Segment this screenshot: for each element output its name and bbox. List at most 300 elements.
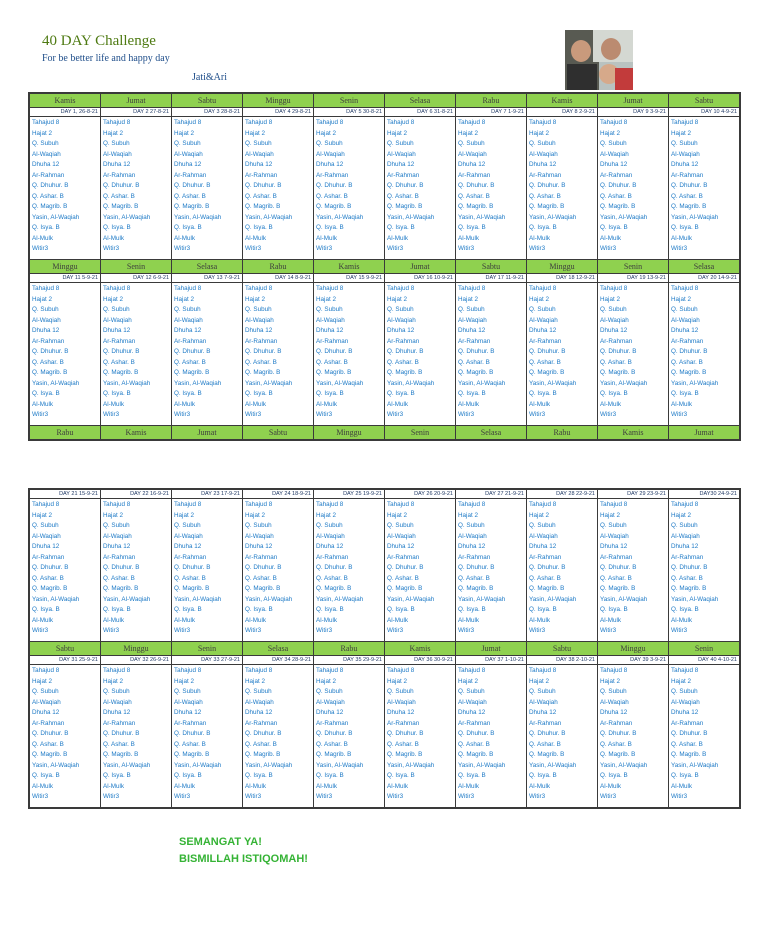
task-item: Ar-Rahman bbox=[174, 337, 207, 345]
day-name-cell: Senin bbox=[669, 642, 740, 656]
task-item: Q. Ashar. B bbox=[32, 358, 64, 366]
task-item: Q. Ashar. B bbox=[316, 574, 348, 582]
task-item: Q. Ashar. B bbox=[174, 358, 206, 366]
task-item: Dhuha 12 bbox=[458, 327, 486, 334]
task-item: Q. Dhuhur. B bbox=[103, 564, 140, 571]
task-item: Al-Mulk bbox=[103, 400, 124, 408]
task-item: Q. Subuh bbox=[671, 688, 698, 695]
task-item: Q. Magrib. B bbox=[103, 585, 139, 592]
task-row bbox=[30, 499, 740, 642]
task-item: Q. Magrib. B bbox=[600, 203, 636, 210]
task-item: Al-Waqiah bbox=[174, 698, 203, 706]
day-name-row bbox=[30, 260, 740, 274]
task-item: Q. Magrib. B bbox=[671, 751, 707, 758]
task-item: Q. Isya. B bbox=[387, 224, 415, 231]
task-item: Tahajud 8 bbox=[600, 667, 628, 674]
task-item: Dhuha 12 bbox=[316, 161, 344, 168]
task-item: Q. Isya. B bbox=[103, 606, 131, 613]
task-item: Q. Ashar. B bbox=[174, 574, 206, 582]
day-name-cell: Selasa bbox=[456, 426, 527, 440]
task-item: Q. Subuh bbox=[671, 140, 698, 147]
task-item: Q. Dhuhur. B bbox=[529, 348, 566, 355]
task-item: Al-Mulk bbox=[174, 400, 195, 408]
task-item: Dhuha 12 bbox=[600, 709, 628, 716]
task-item: Tahajud 8 bbox=[671, 501, 699, 508]
task-item: Q. Dhuhur. B bbox=[174, 564, 211, 571]
page-title: 40 DAY Challenge bbox=[42, 33, 156, 49]
task-item: Yasin, Al-Waqiah bbox=[103, 213, 151, 221]
task-item: Q. Magrib. B bbox=[600, 369, 636, 376]
task-item: Hajat 2 bbox=[245, 677, 265, 685]
task-item: Al-Waqiah bbox=[103, 532, 132, 540]
task-item: Al-Mulk bbox=[103, 234, 124, 242]
task-item: Ar-Rahman bbox=[174, 171, 207, 179]
task-item: Witir3 bbox=[387, 411, 404, 418]
task-item: Q. Ashar. B bbox=[529, 574, 561, 582]
task-item: Witir3 bbox=[316, 411, 333, 418]
task-item: Q. Ashar. B bbox=[671, 358, 703, 366]
task-item: Al-Waqiah bbox=[458, 316, 487, 324]
task-item: Yasin, Al-Waqiah bbox=[600, 761, 648, 769]
task-item: Q. Dhuhur. B bbox=[387, 730, 424, 737]
task-item: Q. Isya. B bbox=[174, 390, 202, 397]
task-item: Yasin, Al-Waqiah bbox=[316, 379, 364, 387]
task-item: Hajat 2 bbox=[174, 295, 194, 303]
task-item: Q. Ashar. B bbox=[32, 574, 64, 582]
task-item: Q. Magrib. B bbox=[387, 203, 423, 210]
day-label-row bbox=[30, 490, 740, 499]
task-item: Q. Magrib. B bbox=[316, 751, 352, 758]
task-item: Dhuha 12 bbox=[600, 327, 628, 334]
task-item: Q. Isya. B bbox=[529, 606, 557, 613]
day-label-cell: DAY 8 2-9-21 bbox=[527, 108, 598, 117]
page-subtitle: For be better life and happy day bbox=[42, 53, 170, 64]
task-item: Q. Dhuhur. B bbox=[458, 182, 495, 189]
day-name-cell: Senin bbox=[101, 260, 172, 274]
task-item: Q. Ashar. B bbox=[600, 574, 632, 582]
task-item: Ar-Rahman bbox=[671, 171, 704, 179]
task-item: Q. Magrib. B bbox=[529, 585, 565, 592]
task-item: Dhuha 12 bbox=[245, 709, 273, 716]
day-task-cell bbox=[456, 283, 527, 426]
photo-face bbox=[601, 38, 621, 60]
day-label-cell: DAY 40 4-10-21 bbox=[669, 656, 740, 665]
task-item: Ar-Rahman bbox=[387, 553, 420, 561]
task-item: Q. Magrib. B bbox=[174, 203, 210, 210]
day-task-cell bbox=[101, 283, 172, 426]
task-item: Q. Subuh bbox=[458, 688, 485, 695]
task-item: Yasin, Al-Waqiah bbox=[458, 595, 506, 603]
task-item: Q. Magrib. B bbox=[458, 369, 494, 376]
task-item: Q. Ashar. B bbox=[32, 740, 64, 748]
day-task-cell bbox=[101, 499, 172, 642]
task-item: Al-Waqiah bbox=[387, 532, 416, 540]
task-item: Q. Magrib. B bbox=[32, 751, 68, 758]
day-label-cell: DAY 17 11-9-21 bbox=[456, 274, 527, 283]
day-name-cell: Rabu bbox=[314, 642, 385, 656]
task-item: Hajat 2 bbox=[671, 129, 691, 137]
task-item: Q. Isya. B bbox=[671, 224, 699, 231]
task-item: Dhuha 12 bbox=[245, 543, 273, 550]
task-item: Q. Dhuhur. B bbox=[245, 348, 282, 355]
day-task-cell bbox=[669, 283, 740, 426]
task-item: Tahajud 8 bbox=[529, 501, 557, 508]
day-name-cell: Sabtu bbox=[243, 426, 314, 440]
task-item: Q. Subuh bbox=[103, 306, 130, 313]
task-item: Q. Isya. B bbox=[32, 606, 60, 613]
day-task-cell bbox=[172, 283, 243, 426]
task-item: Q. Subuh bbox=[529, 688, 556, 695]
task-item: Al-Waqiah bbox=[32, 316, 61, 324]
task-item: Q. Dhuhur. B bbox=[529, 730, 566, 737]
day-label-cell: DAY 27 21-9-21 bbox=[456, 490, 527, 499]
task-item: Al-Mulk bbox=[600, 400, 621, 408]
task-item: Al-Waqiah bbox=[529, 150, 558, 158]
task-item: Dhuha 12 bbox=[174, 161, 202, 168]
task-item: Yasin, Al-Waqiah bbox=[245, 595, 293, 603]
task-item: Q. Dhuhur. B bbox=[32, 564, 69, 571]
task-item: Hajat 2 bbox=[245, 295, 265, 303]
task-item: Al-Mulk bbox=[529, 782, 550, 790]
task-item: Q. Ashar. B bbox=[529, 740, 561, 748]
task-item: Al-Mulk bbox=[316, 400, 337, 408]
day-label-cell: DAY 14 8-9-21 bbox=[243, 274, 314, 283]
task-item: Al-Waqiah bbox=[671, 316, 700, 324]
task-item: Al-Mulk bbox=[103, 782, 124, 790]
task-item: Q. Subuh bbox=[103, 688, 130, 695]
task-item: Dhuha 12 bbox=[600, 161, 628, 168]
task-item: Ar-Rahman bbox=[529, 337, 562, 345]
task-item: Q. Ashar. B bbox=[387, 740, 419, 748]
task-item: Ar-Rahman bbox=[671, 719, 704, 727]
task-item: Q. Dhuhur. B bbox=[671, 182, 708, 189]
task-item: Al-Mulk bbox=[671, 616, 692, 624]
task-item: Q. Isya. B bbox=[600, 390, 628, 397]
day-name-cell: Minggu bbox=[314, 426, 385, 440]
day-task-cell bbox=[314, 117, 385, 260]
task-item: Dhuha 12 bbox=[316, 709, 344, 716]
task-item: Q. Dhuhur. B bbox=[32, 730, 69, 737]
day-name-cell: Rabu bbox=[243, 260, 314, 274]
task-item: Hajat 2 bbox=[174, 129, 194, 137]
day-task-cell bbox=[101, 665, 172, 808]
task-item: Al-Waqiah bbox=[387, 698, 416, 706]
task-item: Q. Magrib. B bbox=[245, 203, 281, 210]
task-item: Q. Magrib. B bbox=[600, 751, 636, 758]
day-label-cell: DAY 6 31-8-21 bbox=[385, 108, 456, 117]
task-item: Yasin, Al-Waqiah bbox=[174, 213, 222, 221]
task-item: Q. Isya. B bbox=[458, 606, 486, 613]
task-item: Yasin, Al-Waqiah bbox=[458, 761, 506, 769]
task-item: Dhuha 12 bbox=[671, 327, 699, 334]
task-item: Q. Magrib. B bbox=[387, 369, 423, 376]
task-item: Yasin, Al-Waqiah bbox=[245, 379, 293, 387]
task-item: Yasin, Al-Waqiah bbox=[174, 379, 222, 387]
task-item: Q. Subuh bbox=[245, 522, 272, 529]
day-label-cell: DAY 19 13-9-21 bbox=[598, 274, 669, 283]
task-item: Hajat 2 bbox=[316, 677, 336, 685]
task-item: Yasin, Al-Waqiah bbox=[458, 213, 506, 221]
task-item: Hajat 2 bbox=[458, 295, 478, 303]
task-item: Ar-Rahman bbox=[316, 719, 349, 727]
day-name-cell: Rabu bbox=[456, 94, 527, 108]
task-item: Q. Dhuhur. B bbox=[316, 348, 353, 355]
task-item: Tahajud 8 bbox=[103, 667, 131, 674]
task-item: Tahajud 8 bbox=[671, 119, 699, 126]
task-item: Witir3 bbox=[316, 793, 333, 800]
task-item: Q. Dhuhur. B bbox=[387, 564, 424, 571]
task-item: Q. Isya. B bbox=[174, 772, 202, 779]
task-item: Al-Waqiah bbox=[174, 150, 203, 158]
task-item: Q. Dhuhur. B bbox=[671, 564, 708, 571]
day-task-cell bbox=[456, 499, 527, 642]
task-item: Q. Ashar. B bbox=[387, 192, 419, 200]
task-item: Ar-Rahman bbox=[600, 719, 633, 727]
task-item: Tahajud 8 bbox=[174, 667, 202, 674]
task-item: Al-Mulk bbox=[387, 782, 408, 790]
task-item: Al-Waqiah bbox=[671, 150, 700, 158]
task-item: Tahajud 8 bbox=[103, 285, 131, 292]
task-item: Hajat 2 bbox=[600, 295, 620, 303]
task-item: Dhuha 12 bbox=[529, 709, 557, 716]
task-item: Q. Ashar. B bbox=[103, 574, 135, 582]
day-name-cell: Senin bbox=[172, 642, 243, 656]
task-item: Hajat 2 bbox=[671, 677, 691, 685]
task-item: Tahajud 8 bbox=[600, 285, 628, 292]
day-name-cell: Minggu bbox=[30, 260, 101, 274]
task-item: Q. Dhuhur. B bbox=[245, 730, 282, 737]
day-label-cell: DAY 4 29-8-21 bbox=[243, 108, 314, 117]
task-item: Q. Dhuhur. B bbox=[174, 182, 211, 189]
task-item: Tahajud 8 bbox=[32, 285, 60, 292]
task-item: Ar-Rahman bbox=[103, 337, 136, 345]
task-item: Q. Isya. B bbox=[32, 224, 60, 231]
task-item: Witir3 bbox=[32, 245, 49, 252]
task-item: Q. Magrib. B bbox=[387, 751, 423, 758]
task-item: Q. Subuh bbox=[458, 522, 485, 529]
task-item: Witir3 bbox=[174, 627, 191, 634]
task-item: Q. Magrib. B bbox=[529, 369, 565, 376]
day-task-cell bbox=[172, 499, 243, 642]
task-item: Tahajud 8 bbox=[458, 119, 486, 126]
closing-line-2: BISMILLAH ISTIQOMAH! bbox=[179, 853, 308, 865]
task-item: Q. Dhuhur. B bbox=[529, 564, 566, 571]
day-label-row bbox=[30, 274, 740, 283]
task-item: Yasin, Al-Waqiah bbox=[671, 761, 719, 769]
task-item: Ar-Rahman bbox=[458, 719, 491, 727]
task-item: Al-Waqiah bbox=[32, 532, 61, 540]
task-item: Al-Waqiah bbox=[316, 316, 345, 324]
task-item: Q. Ashar. B bbox=[671, 740, 703, 748]
task-item: Dhuha 12 bbox=[316, 543, 344, 550]
day-label-cell: DAY 39 3-9-21 bbox=[598, 656, 669, 665]
task-item: Q. Isya. B bbox=[245, 772, 273, 779]
task-item: Hajat 2 bbox=[387, 129, 407, 137]
task-item: Q. Magrib. B bbox=[458, 203, 494, 210]
day-name-cell: Kamis bbox=[30, 94, 101, 108]
day-task-cell bbox=[527, 499, 598, 642]
task-item: Witir3 bbox=[671, 793, 688, 800]
day-task-cell bbox=[385, 283, 456, 426]
task-item: Witir3 bbox=[387, 245, 404, 252]
task-item: Q. Subuh bbox=[245, 306, 272, 313]
task-item: Al-Waqiah bbox=[103, 316, 132, 324]
day-label-cell: DAY 34 28-9-21 bbox=[243, 656, 314, 665]
task-item: Hajat 2 bbox=[316, 129, 336, 137]
task-item: Yasin, Al-Waqiah bbox=[245, 213, 293, 221]
task-item: Hajat 2 bbox=[529, 129, 549, 137]
task-item: Tahajud 8 bbox=[174, 285, 202, 292]
task-item: Q. Magrib. B bbox=[316, 369, 352, 376]
day-task-cell bbox=[30, 665, 101, 808]
task-item: Al-Waqiah bbox=[529, 316, 558, 324]
task-item: Q. Dhuhur. B bbox=[316, 730, 353, 737]
task-item: Dhuha 12 bbox=[174, 543, 202, 550]
task-item: Al-Waqiah bbox=[600, 532, 629, 540]
task-item: Q. Subuh bbox=[458, 140, 485, 147]
task-item: Yasin, Al-Waqiah bbox=[529, 595, 577, 603]
task-item: Q. Subuh bbox=[600, 688, 627, 695]
task-item: Yasin, Al-Waqiah bbox=[316, 213, 364, 221]
task-item: Ar-Rahman bbox=[529, 171, 562, 179]
task-item: Dhuha 12 bbox=[32, 543, 60, 550]
task-item: Q. Dhuhur. B bbox=[671, 730, 708, 737]
photo-face bbox=[571, 40, 591, 62]
day-label-row bbox=[30, 656, 740, 665]
task-item: Q. Ashar. B bbox=[600, 740, 632, 748]
task-item: Ar-Rahman bbox=[103, 553, 136, 561]
task-item: Q. Isya. B bbox=[600, 606, 628, 613]
task-item: Witir3 bbox=[174, 793, 191, 800]
task-item: Q. Subuh bbox=[245, 140, 272, 147]
task-item: Q. Subuh bbox=[671, 306, 698, 313]
task-item: Q. Isya. B bbox=[316, 606, 344, 613]
task-item: Q. Magrib. B bbox=[316, 585, 352, 592]
day-label-cell: DAY 21 15-9-21 bbox=[30, 490, 101, 499]
task-item: Q. Subuh bbox=[32, 140, 59, 147]
task-item: Q. Dhuhur. B bbox=[600, 182, 637, 189]
task-item: Q. Magrib. B bbox=[103, 203, 139, 210]
task-item: Ar-Rahman bbox=[245, 171, 278, 179]
task-item: Al-Mulk bbox=[32, 616, 53, 624]
task-item: Tahajud 8 bbox=[245, 119, 273, 126]
task-item: Dhuha 12 bbox=[245, 161, 273, 168]
task-item: Witir3 bbox=[458, 245, 475, 252]
day-name-cell: Sabtu bbox=[456, 260, 527, 274]
task-item: Q. Dhuhur. B bbox=[458, 564, 495, 571]
task-item: Q. Ashar. B bbox=[103, 740, 135, 748]
task-item: Q. Magrib. B bbox=[174, 751, 210, 758]
day-label-cell: DAY 33 27-9-21 bbox=[172, 656, 243, 665]
task-item: Ar-Rahman bbox=[245, 553, 278, 561]
task-item: Yasin, Al-Waqiah bbox=[671, 595, 719, 603]
task-item: Ar-Rahman bbox=[103, 171, 136, 179]
task-item: Ar-Rahman bbox=[600, 337, 633, 345]
day-task-cell bbox=[669, 117, 740, 260]
task-item: Dhuha 12 bbox=[458, 543, 486, 550]
task-item: Q. Dhuhur. B bbox=[529, 182, 566, 189]
task-item: Tahajud 8 bbox=[458, 285, 486, 292]
task-item: Q. Subuh bbox=[529, 140, 556, 147]
task-item: Al-Waqiah bbox=[671, 698, 700, 706]
task-item: Yasin, Al-Waqiah bbox=[600, 379, 648, 387]
day-task-cell bbox=[385, 499, 456, 642]
day-task-cell bbox=[314, 665, 385, 808]
task-item: Q. Isya. B bbox=[32, 772, 60, 779]
task-item: Dhuha 12 bbox=[387, 161, 415, 168]
task-item: Q. Dhuhur. B bbox=[245, 564, 282, 571]
task-item: Al-Waqiah bbox=[316, 698, 345, 706]
day-label-cell: DAY 22 16-9-21 bbox=[101, 490, 172, 499]
task-item: Tahajud 8 bbox=[316, 119, 344, 126]
task-item: Witir3 bbox=[600, 411, 617, 418]
task-item: Al-Mulk bbox=[103, 616, 124, 624]
task-item: Q. Isya. B bbox=[316, 390, 344, 397]
task-item: Ar-Rahman bbox=[316, 553, 349, 561]
task-item: Hajat 2 bbox=[316, 511, 336, 519]
task-item: Q. Magrib. B bbox=[245, 751, 281, 758]
task-item: Q. Ashar. B bbox=[245, 192, 277, 200]
task-item: Witir3 bbox=[529, 245, 546, 252]
task-item: Q. Subuh bbox=[529, 306, 556, 313]
day-task-cell bbox=[30, 117, 101, 260]
task-item: Hajat 2 bbox=[103, 511, 123, 519]
task-item: Q. Isya. B bbox=[387, 772, 415, 779]
task-item: Witir3 bbox=[600, 793, 617, 800]
day-task-cell bbox=[598, 283, 669, 426]
task-item: Witir3 bbox=[245, 793, 262, 800]
task-item: Al-Waqiah bbox=[600, 316, 629, 324]
task-item: Al-Mulk bbox=[458, 782, 479, 790]
day-task-cell bbox=[527, 283, 598, 426]
day-label-cell: DAY 29 23-9-21 bbox=[598, 490, 669, 499]
task-item: Q. Isya. B bbox=[387, 390, 415, 397]
task-item: Q. Subuh bbox=[458, 306, 485, 313]
task-item: Yasin, Al-Waqiah bbox=[32, 761, 80, 769]
task-item: Al-Waqiah bbox=[174, 316, 203, 324]
task-item: Witir3 bbox=[103, 627, 120, 634]
task-item: Q. Subuh bbox=[32, 306, 59, 313]
day-name-row bbox=[30, 94, 740, 108]
task-item: Hajat 2 bbox=[245, 129, 265, 137]
task-item: Dhuha 12 bbox=[103, 709, 131, 716]
task-item: Q. Isya. B bbox=[529, 224, 557, 231]
task-item: Witir3 bbox=[529, 411, 546, 418]
day-label-cell: DAY 5 30-8-21 bbox=[314, 108, 385, 117]
day-label-cell: DAY 10 4-9-21 bbox=[669, 108, 740, 117]
task-item: Yasin, Al-Waqiah bbox=[600, 595, 648, 603]
task-item: Witir3 bbox=[600, 245, 617, 252]
task-item: Q. Subuh bbox=[316, 306, 343, 313]
task-item: Q. Isya. B bbox=[458, 772, 486, 779]
task-item: Q. Ashar. B bbox=[316, 192, 348, 200]
task-item: Hajat 2 bbox=[529, 511, 549, 519]
task-item: Al-Waqiah bbox=[387, 150, 416, 158]
photo-shirt bbox=[615, 68, 633, 90]
task-item: Hajat 2 bbox=[245, 511, 265, 519]
task-item: Q. Magrib. B bbox=[32, 585, 68, 592]
task-item: Q. Magrib. B bbox=[174, 369, 210, 376]
task-item: Yasin, Al-Waqiah bbox=[671, 213, 719, 221]
task-item: Q. Dhuhur. B bbox=[103, 182, 140, 189]
task-item: Q. Subuh bbox=[174, 522, 201, 529]
challenge-table-days-1-20 bbox=[28, 92, 741, 441]
task-item: Witir3 bbox=[32, 627, 49, 634]
day-label-cell: DAY 16 10-9-21 bbox=[385, 274, 456, 283]
task-item: Q. Subuh bbox=[387, 306, 414, 313]
task-item: Dhuha 12 bbox=[387, 327, 415, 334]
task-item: Ar-Rahman bbox=[671, 337, 704, 345]
